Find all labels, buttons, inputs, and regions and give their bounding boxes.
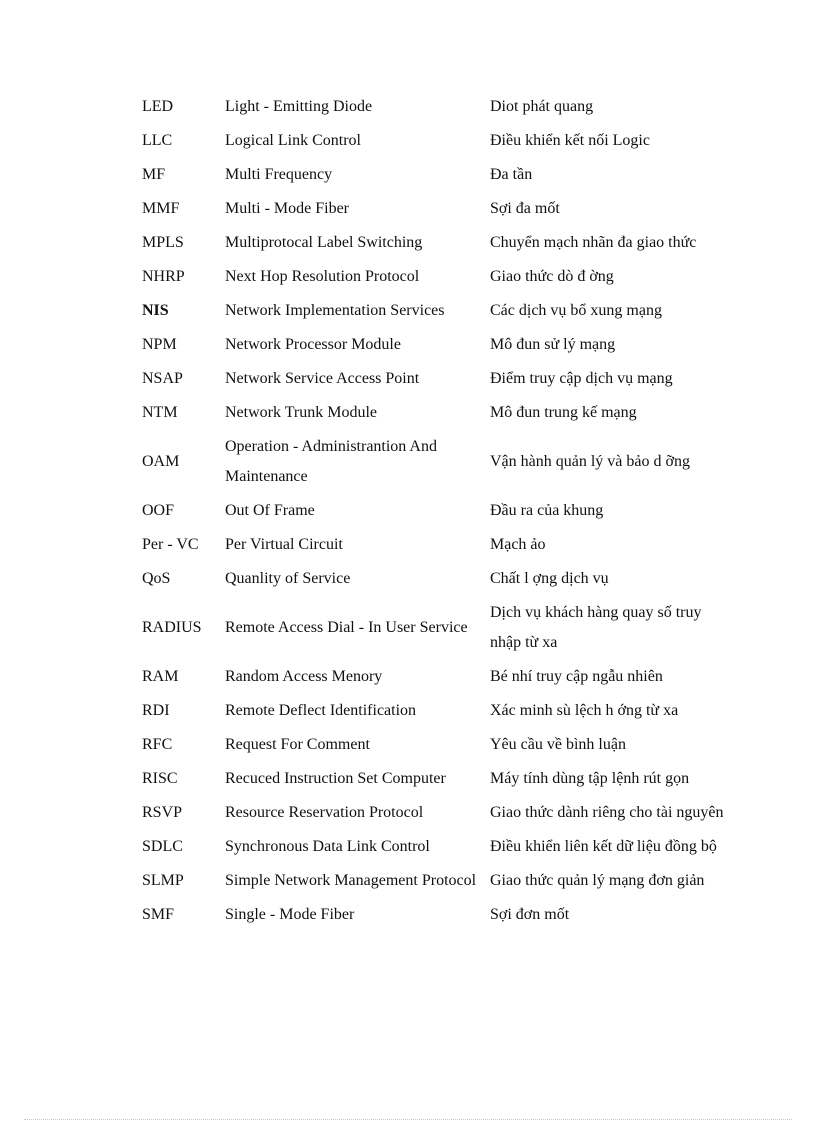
english-term-cell: Network Trunk Module — [225, 404, 378, 421]
table-row — [136, 694, 736, 728]
abbreviation-cell: RFC — [142, 736, 173, 753]
abbreviation-cell: NPM — [142, 336, 177, 353]
vietnamese-term-cell: Giao thức dò đ ờng — [490, 268, 614, 285]
table-row — [136, 430, 736, 494]
english-term-cell: Multi - Mode Fiber — [225, 200, 349, 217]
vietnamese-term-cell: Giao thức quản lý mạng đơn giản — [490, 872, 705, 889]
english-term-cell: Synchronous Data Link Control — [225, 838, 430, 855]
english-term-cell: Logical Link Control — [225, 132, 361, 149]
vietnamese-term-cell: Chuyển mạch nhãn đa giao thức — [490, 234, 697, 251]
table-row — [136, 562, 736, 596]
table-row — [136, 294, 736, 328]
abbreviation-cell: OAM — [142, 453, 180, 470]
abbreviation-cell: RISC — [142, 770, 178, 787]
vietnamese-term-cell: Đa tần — [490, 166, 533, 183]
english-term-cell: Network Implementation Services — [225, 302, 445, 319]
vietnamese-term-cell: Mạch ảo — [490, 536, 546, 553]
table-row — [136, 396, 736, 430]
vietnamese-term-cell: Sợi đơn mốt — [490, 906, 570, 923]
english-term-cell: Light - Emitting Diode — [225, 98, 373, 115]
vietnamese-term-cell: Diot phát quang — [490, 98, 594, 115]
table-row — [136, 362, 736, 396]
abbreviation-cell: MMF — [142, 200, 180, 217]
vietnamese-term-cell: Điều khiển liên kết dữ liệu đồng bộ — [490, 838, 717, 855]
vietnamese-term-cell: Mô đun sử lý mạng — [490, 336, 616, 353]
abbreviation-cell: NSAP — [142, 370, 183, 387]
vietnamese-term-cell: Đầu ra của khung — [490, 502, 604, 519]
english-term-cell: Request For Comment — [225, 736, 370, 753]
abbreviation-cell: RADIUS — [142, 619, 202, 636]
table-row — [136, 898, 736, 932]
english-term-cell: Multiprotocal Label Switching — [225, 234, 423, 251]
vietnamese-term-cell: Chất l ợng dịch vụ — [490, 570, 609, 587]
english-term-cell: Out Of Frame — [225, 502, 315, 519]
vietnamese-term-cell: Sợi đa mốt — [490, 200, 560, 217]
table-row — [136, 762, 736, 796]
vietnamese-term-cell: Điều khiển kết nối Logic — [490, 132, 650, 149]
abbreviation-table — [136, 90, 736, 932]
abbreviation-cell: RDI — [142, 702, 170, 719]
table-row — [136, 328, 736, 362]
page-bottom-divider — [24, 1119, 792, 1120]
english-term-cell: Resource Reservation Protocol — [225, 804, 424, 821]
abbreviation-cell: LLC — [142, 132, 173, 149]
english-term-cell: Per Virtual Circuit — [225, 536, 343, 553]
table-row — [136, 596, 736, 660]
abbreviation-cell: NHRP — [142, 268, 185, 285]
abbreviation-cell: SDLC — [142, 838, 183, 855]
english-term-cell: Operation - Administrantion And Maintenance — [225, 438, 437, 485]
vietnamese-term-cell: Vận hành quản lý và bảo d ỡng — [490, 453, 690, 470]
table-row — [136, 260, 736, 294]
abbreviation-cell: MPLS — [142, 234, 184, 251]
english-term-cell: Multi Frequency — [225, 166, 333, 183]
english-term-cell: Quanlity of Service — [225, 570, 351, 587]
english-term-cell: Network Service Access Point — [225, 370, 420, 387]
vietnamese-term-cell: Giao thức dành riêng cho tài nguyên — [490, 804, 724, 821]
vietnamese-term-cell: Bé nhí truy cập ngẫu nhiên — [490, 668, 663, 685]
abbreviation-cell: SMF — [142, 906, 175, 923]
table-row — [136, 124, 736, 158]
table-row — [136, 158, 736, 192]
abbreviation-cell: NIS — [142, 302, 169, 319]
vietnamese-term-cell: Yêu cầu về bình luận — [490, 736, 626, 753]
english-term-cell: Recuced Instruction Set Computer — [225, 770, 446, 787]
english-term-cell: Remote Deflect Identification — [225, 702, 417, 719]
table-row — [136, 528, 736, 562]
abbreviation-cell: LED — [142, 98, 174, 115]
table-row — [136, 830, 736, 864]
vietnamese-term-cell: Điểm truy cập dịch vụ mạng — [490, 370, 673, 387]
vietnamese-term-cell: Dịch vụ khách hàng quay số truy nhập từ xa — [490, 604, 702, 651]
table-row — [136, 90, 736, 124]
abbreviation-cell: NTM — [142, 404, 178, 421]
table-row — [136, 660, 736, 694]
table-row — [136, 728, 736, 762]
abbreviation-cell: RAM — [142, 668, 179, 685]
english-term-cell: Random Access Menory — [225, 668, 383, 685]
abbreviation-cell: QoS — [142, 570, 171, 587]
table-row — [136, 796, 736, 830]
vietnamese-term-cell: Xác minh sù lệch h ớng từ xa — [490, 702, 679, 719]
vietnamese-term-cell: Máy tính dùng tập lệnh rút gọn — [490, 770, 690, 787]
table-row — [136, 226, 736, 260]
abbreviation-cell: OOF — [142, 502, 175, 519]
vietnamese-term-cell: Mô đun trung kế mạng — [490, 404, 637, 421]
vietnamese-term-cell: Các dịch vụ bổ xung mạng — [490, 302, 662, 319]
english-term-cell: Next Hop Resolution Protocol — [225, 268, 420, 285]
abbreviation-cell: SLMP — [142, 872, 184, 889]
table-row — [136, 192, 736, 226]
abbreviation-cell: MF — [142, 166, 166, 183]
english-term-cell: Single - Mode Fiber — [225, 906, 355, 923]
table-row — [136, 494, 736, 528]
abbreviation-cell: RSVP — [142, 804, 183, 821]
table-row — [136, 864, 736, 898]
english-term-cell: Simple Network Management Protocol — [225, 872, 477, 889]
english-term-cell: Remote Access Dial - In User Service — [225, 619, 468, 636]
abbreviation-cell: Per - VC — [142, 536, 199, 553]
english-term-cell: Network Processor Module — [225, 336, 401, 353]
